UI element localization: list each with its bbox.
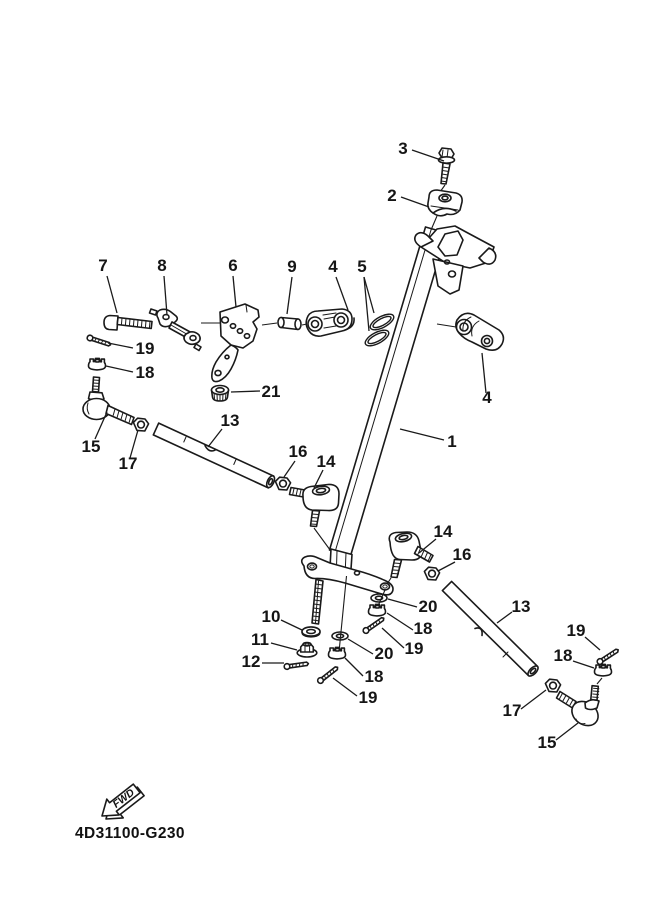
flange-nut-11	[297, 643, 317, 658]
callout-12[interactable]: 12	[241, 652, 261, 671]
bushing-21	[212, 386, 229, 402]
leader-line	[388, 599, 417, 607]
leader-line	[348, 639, 373, 654]
leader-line	[233, 276, 236, 307]
callout-16[interactable]: 16	[288, 442, 308, 461]
callout-20[interactable]: 20	[418, 597, 438, 616]
castle-nut-18-center	[329, 647, 346, 659]
callout-18[interactable]: 18	[135, 363, 155, 382]
callout-6[interactable]: 6	[228, 256, 238, 275]
leader-line	[419, 539, 436, 553]
leader-line	[400, 429, 444, 440]
castle-nut-18-bottom-right	[595, 664, 612, 676]
washer-10	[302, 627, 320, 637]
callout-13[interactable]: 13	[511, 597, 531, 616]
callout-9[interactable]: 9	[287, 257, 297, 276]
callout-5[interactable]: 5	[357, 257, 367, 276]
leader-line	[401, 197, 429, 207]
cotter-pin-19-center	[317, 665, 340, 684]
leader-line	[336, 277, 348, 310]
leader-line	[521, 690, 546, 709]
leader-line	[281, 620, 302, 630]
leader-line	[208, 429, 222, 447]
clamp-4-left	[302, 309, 354, 336]
tie-rod-13-right	[442, 581, 539, 677]
callout-21[interactable]: 21	[261, 382, 281, 401]
tie-rod-end-15-right	[557, 678, 603, 731]
callout-17[interactable]: 17	[502, 701, 522, 720]
callout-3[interactable]: 3	[398, 139, 408, 158]
handlebar-upper-holder	[428, 190, 462, 230]
fwd-arrow	[102, 784, 144, 819]
callout-1[interactable]: 1	[447, 432, 457, 451]
callout-8[interactable]: 8	[157, 256, 167, 275]
leader-line	[108, 343, 133, 348]
leader-line	[107, 276, 117, 313]
callout-20[interactable]: 20	[374, 644, 394, 663]
callout-18[interactable]: 18	[364, 667, 384, 686]
callout-16[interactable]: 16	[452, 545, 472, 564]
link-8	[150, 309, 222, 351]
callout-13[interactable]: 13	[220, 411, 240, 430]
callout-19[interactable]: 19	[358, 688, 378, 707]
castle-nut-18-right	[369, 604, 386, 616]
leader-line	[585, 637, 600, 650]
clamp-4-right	[437, 313, 503, 350]
cotter-pin-12	[284, 661, 309, 670]
leader-line	[333, 678, 357, 696]
callout-15[interactable]: 15	[537, 733, 557, 752]
callout-19[interactable]: 19	[404, 639, 424, 658]
callout-4[interactable]: 4	[482, 388, 492, 407]
leader-line	[284, 461, 295, 477]
tie-rod-end-15-left	[83, 377, 134, 425]
nut-17-right	[545, 679, 560, 692]
callout-11[interactable]: 11	[251, 630, 269, 649]
handlebar-clamp-bolt	[439, 148, 455, 192]
fwd-label: FWD	[110, 786, 137, 811]
collar-9	[278, 318, 301, 330]
leader-line	[573, 661, 594, 668]
callout-2[interactable]: 2	[387, 186, 397, 205]
callout-19[interactable]: 19	[135, 339, 155, 358]
callout-14[interactable]: 14	[316, 452, 336, 471]
callout-19[interactable]: 19	[566, 621, 586, 640]
nut-17-left	[133, 418, 148, 431]
part-code-label: 4D31100-G230	[75, 825, 185, 842]
leader-line	[271, 643, 297, 650]
leader-line	[387, 613, 413, 630]
cotter-pin-19-upper-left	[86, 334, 111, 347]
leader-line	[287, 277, 292, 314]
leader-line	[231, 391, 260, 392]
leader-line	[482, 353, 486, 393]
leader-line	[556, 723, 578, 740]
bolt-7	[104, 316, 152, 331]
castle-nut-18-upper-left	[89, 358, 106, 370]
steering-shaft	[330, 227, 447, 556]
leader-line	[497, 612, 512, 623]
callout-4[interactable]: 4	[328, 257, 338, 276]
washer-20-right	[371, 594, 387, 602]
nut-16-right	[424, 567, 439, 580]
callout-15[interactable]: 15	[81, 437, 101, 456]
bracket-6	[212, 304, 277, 382]
cotter-pin-19-right	[362, 616, 385, 635]
callout-17[interactable]: 17	[118, 454, 138, 473]
tie-rod-13-left	[153, 423, 276, 489]
callout-14[interactable]: 14	[433, 522, 453, 541]
nut-16-left	[275, 477, 290, 490]
callout-18[interactable]: 18	[413, 619, 433, 638]
leader-line	[345, 658, 363, 676]
leader-line	[106, 366, 133, 372]
callout-7[interactable]: 7	[98, 256, 108, 275]
callout-18[interactable]: 18	[553, 646, 573, 665]
callout-10[interactable]: 10	[261, 607, 281, 626]
